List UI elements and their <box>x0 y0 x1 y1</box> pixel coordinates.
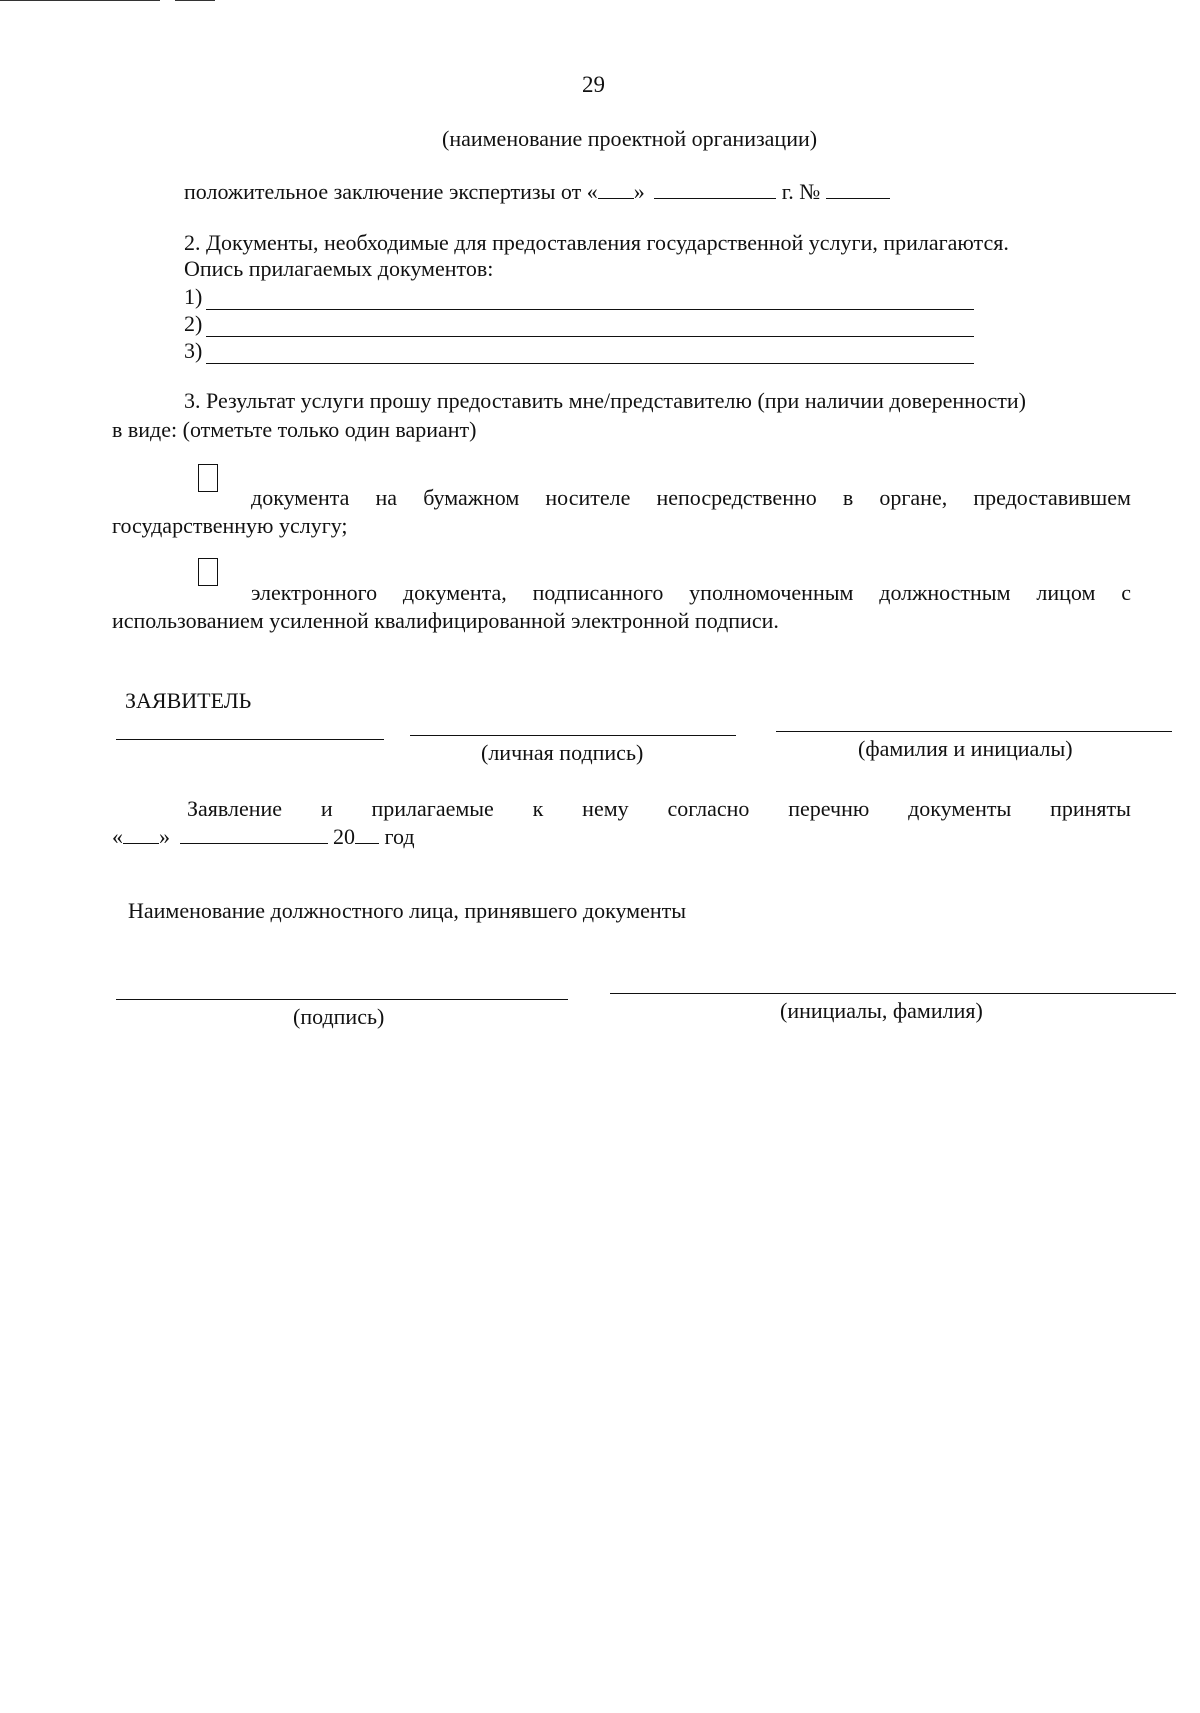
month-blank <box>180 825 328 844</box>
applicant-signature-caption: (личная подпись) <box>481 740 644 765</box>
option1-line2: государственную услугу; <box>112 513 348 538</box>
official-label: Наименование должностного лица, принявшего документы <box>128 898 687 923</box>
word: на <box>375 485 398 510</box>
option2-line2: использованием усиленной квалифицированной электронной подписи. <box>112 608 779 633</box>
quote-close: » <box>159 824 170 849</box>
word: носителе <box>545 485 631 510</box>
number-blank <box>826 180 890 199</box>
word: органе, <box>879 485 948 510</box>
applicant-name-caption: (фамилия и инициалы) <box>858 736 1073 761</box>
option1-line1 <box>251 485 1131 511</box>
document-entry-line <box>206 318 974 337</box>
electronic-document-checkbox[interactable] <box>198 558 218 586</box>
year-suffix: год <box>384 824 415 849</box>
word: бумажном <box>423 485 520 510</box>
section3-line1: 3. Результат услуги прошу предоставить мне/представителю (при наличии доверенности) <box>184 388 1026 413</box>
page-number: 29 <box>582 72 605 97</box>
word: и <box>320 796 333 821</box>
word: нему <box>582 796 629 821</box>
document-entry-line <box>206 291 974 310</box>
official-name-line <box>610 993 1176 994</box>
document-list-item-3 <box>184 338 974 364</box>
word: Заявление <box>187 796 283 821</box>
scan-edge-line <box>175 0 215 1</box>
scan-edge-line <box>0 0 160 1</box>
section2-list-title: Опись прилагаемых документов: <box>184 256 494 281</box>
option2-line1 <box>251 580 1131 606</box>
word: к <box>532 796 544 821</box>
official-signature-line <box>116 999 568 1000</box>
official-name-caption: (инициалы, фамилия) <box>780 998 983 1023</box>
word: непосредственно <box>656 485 817 510</box>
word: должностным <box>879 580 1011 605</box>
month-blank <box>654 180 776 199</box>
applicant-title: ЗАЯВИТЕЛЬ <box>125 688 252 713</box>
word: предоставившем <box>973 485 1131 510</box>
acceptance-date-line <box>112 824 415 850</box>
word: прилагаемые <box>371 796 494 821</box>
document-entry-line <box>206 345 974 364</box>
applicant-signature-line <box>410 735 736 736</box>
applicant-date-line <box>116 739 384 740</box>
year-blank <box>355 825 379 844</box>
word: в <box>842 485 854 510</box>
list-number: 2) <box>184 311 203 336</box>
day-blank <box>598 180 634 199</box>
day-blank <box>123 825 159 844</box>
word: подписанного <box>532 580 664 605</box>
word: документа, <box>402 580 507 605</box>
document-list-item-2 <box>184 311 974 337</box>
word: документы <box>908 796 1012 821</box>
document-list-item-1 <box>184 284 974 310</box>
quote-close: » <box>633 179 645 204</box>
year-prefix: 20 <box>333 824 355 849</box>
expertise-line <box>184 179 890 205</box>
expertise-prefix: положительное заключение экспертизы от « <box>184 179 598 204</box>
word: электронного <box>251 580 378 605</box>
word: уполномоченным <box>689 580 854 605</box>
word: лицом <box>1036 580 1096 605</box>
official-signature-caption: (подпись) <box>293 1004 385 1029</box>
quote-open: « <box>112 824 123 849</box>
year-label: г. № <box>781 179 821 204</box>
word: приняты <box>1050 796 1131 821</box>
word: документа <box>251 485 350 510</box>
word: перечню <box>788 796 870 821</box>
section2-heading: 2. Документы, необходимые для предоставления государственной услуги, прилагаются. <box>184 230 1009 255</box>
section3-line2: в виде: (отметьте только один вариант) <box>112 417 477 442</box>
acceptance-line1 <box>187 796 1131 822</box>
list-number: 1) <box>184 284 203 309</box>
org-caption: (наименование проектной организации) <box>442 126 818 151</box>
word: с <box>1121 580 1131 605</box>
applicant-name-line <box>776 731 1172 732</box>
paper-document-checkbox[interactable] <box>198 464 218 492</box>
word: согласно <box>667 796 750 821</box>
list-number: 3) <box>184 338 203 363</box>
